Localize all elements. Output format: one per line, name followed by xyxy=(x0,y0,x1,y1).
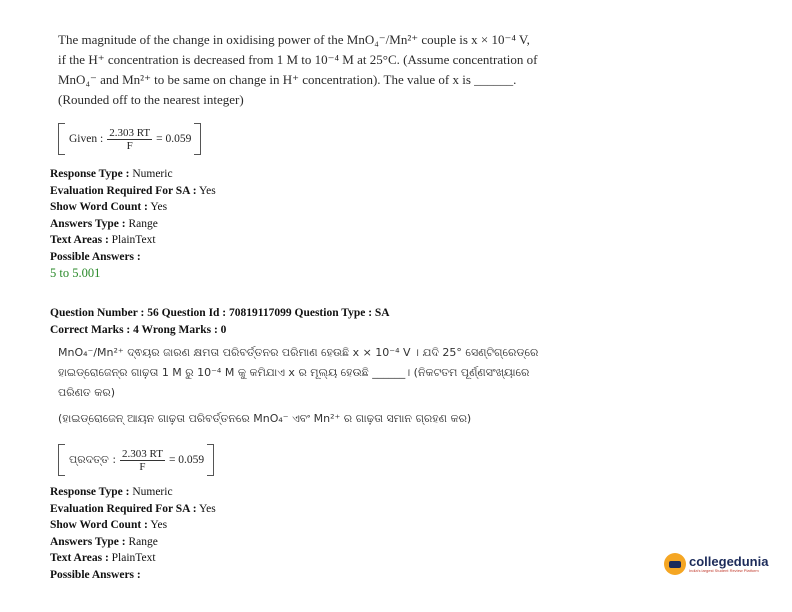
bracket-left xyxy=(58,444,65,476)
meta-label: Show Word Count : xyxy=(50,201,148,213)
fraction xyxy=(107,127,152,152)
marks-line: Correct Marks : 4 Wrong Marks : 0 xyxy=(50,323,227,336)
given-formula-odia xyxy=(58,444,214,476)
question-line: ହାଇଡ୍ରୋଜେନ୍‌ର ଗାଢ଼ତା 1 M ରୁ 10⁻⁴ M କୁ କମିଯାଏ x ର ମୂଲ୍ୟ ହେଉଛି ______। (ନିକଟତମ ପୂର୍ଣ୍ଣସଂଖ୍ୟାରେ xyxy=(58,366,530,379)
logo-name: collegedunia xyxy=(689,554,769,569)
fraction-numerator: 2.303 RT xyxy=(109,126,151,139)
given-label: Given : xyxy=(69,133,104,145)
possible-answer-value: 5 to 5.001 xyxy=(50,266,101,280)
meta-label: Answers Type : xyxy=(50,535,126,548)
meta-label: Evaluation Required For SA : xyxy=(50,184,197,197)
meta-label: Show Word Count : xyxy=(50,519,148,531)
meta-label: Answers Type : xyxy=(50,217,126,230)
question-line: (ହାଇଡ୍ରୋଜେନ୍ ଆୟନ ଗାଢ଼ତା ପରିବର୍ତ୍ତନରେ MnO₄⁻ ଏବଂ Mn²⁺ ର ଗାଢ଼ତା ସମାନ ଗ୍ରହଣ କର) xyxy=(58,412,472,425)
question-line: if the H⁺ concentration is decreased from 1 M to 10⁻⁴ M at 25°C. (Assume concentration of xyxy=(58,52,538,67)
meta-label: Response Type : xyxy=(50,168,130,180)
meta-value: Numeric xyxy=(129,486,173,498)
bracket-right xyxy=(194,123,201,155)
meta-label: Text Areas : xyxy=(50,234,109,246)
metadata-block xyxy=(50,484,216,583)
meta-label: Evaluation Required For SA : xyxy=(50,502,197,515)
question-line: (Rounded off to the nearest integer) xyxy=(58,92,244,107)
meta-value: Range xyxy=(125,217,158,230)
logo-tagline: India's largest Student Review Platform xyxy=(689,568,759,573)
meta-value: Range xyxy=(125,535,158,548)
meta-label: Text Areas : xyxy=(50,552,109,564)
meta-value: Numeric xyxy=(129,168,173,180)
question-line: The magnitude of the change in oxidising power of the MnO₄⁻/Mn²⁺ couple is x × 10⁻⁴ V, xyxy=(58,32,530,47)
meta-label: Response Type : xyxy=(50,486,130,498)
fraction xyxy=(120,448,165,473)
fraction-denominator: F xyxy=(126,139,133,152)
question-number-line: Question Number : 56 Question Id : 70819117099 Question Type : SA xyxy=(50,307,390,319)
fraction-value: = 0.059 xyxy=(168,454,205,466)
collegedunia-logo xyxy=(664,553,768,575)
question-text-odia xyxy=(58,343,778,429)
question-line: ପରିଣତ କର) xyxy=(58,386,115,399)
meta-value: Yes xyxy=(196,184,216,197)
question-line: MnO₄⁻/Mn²⁺ ଦ୍ଵୟର ଜାରଣ କ୍ଷମତା ପରିବର୍ତ୍ତନର ପରିମାଣ ହେଉଛି x × 10⁻⁴ V । ଯଦି 25° ସେଣ୍ଟିଗ୍ରେଡ୍‌ରେ xyxy=(58,346,539,359)
meta-value: Yes xyxy=(196,502,216,515)
graduation-cap-icon xyxy=(664,553,686,575)
meta-value: Yes xyxy=(147,519,168,531)
meta-value: PlainText xyxy=(108,552,156,564)
fraction-numerator: 2.303 RT xyxy=(122,447,163,460)
meta-value: Yes xyxy=(147,201,168,213)
fraction-denominator: F xyxy=(139,460,146,473)
question-header xyxy=(50,305,390,338)
bracket-right xyxy=(207,444,214,476)
metadata-block xyxy=(50,166,216,282)
question-text-english xyxy=(58,30,758,110)
meta-label: Possible Answers : xyxy=(50,568,141,581)
question-line: MnO₄⁻ and Mn²⁺ to be same on change in H⁺ concentration). The value of x is ______. xyxy=(58,72,517,87)
given-formula xyxy=(58,123,201,155)
meta-label: Possible Answers : xyxy=(50,250,141,263)
given-label: ପ୍ରଦତ୍ତ : xyxy=(69,453,117,466)
bracket-left xyxy=(58,123,65,155)
fraction-value: = 0.059 xyxy=(156,133,192,145)
meta-value: PlainText xyxy=(108,234,156,246)
